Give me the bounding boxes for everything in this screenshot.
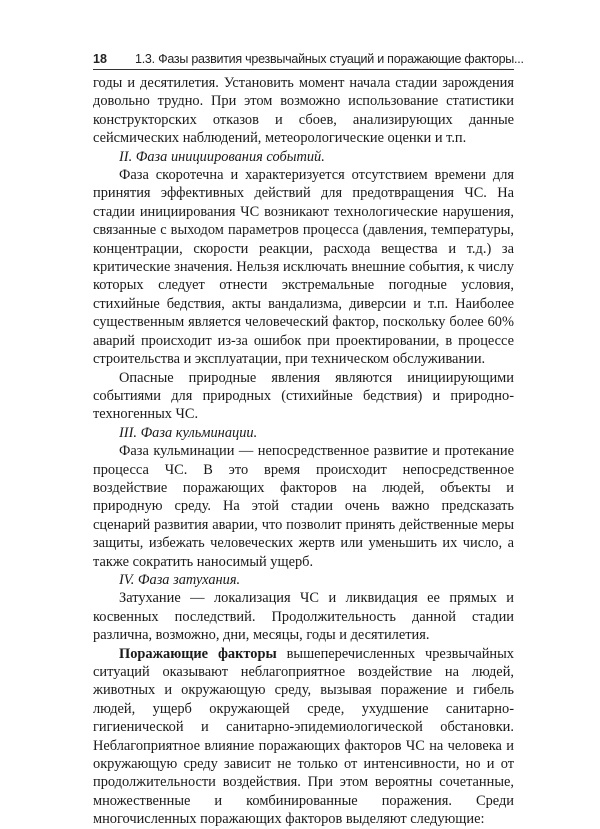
bold-term: Поражающие факторы	[119, 645, 277, 662]
page-number: 18	[93, 52, 107, 66]
section-heading-phase-4: IV. Фаза затухания.	[119, 571, 241, 588]
paragraph-phase-3: Фаза кульминации — непосредственное развитие и протекание процесса ЧС. В это время происходит непосредственное воздействие поражающих факторов на людей, объекты и природную среду. На этой стадии очень важно предсказать сценарий развития аварии, что позволит принять действенные меры защиты, избежать человеческих жертв или уменьшить их число, а также сократить наносимый ущерб.	[93, 443, 514, 570]
paragraph-phase-2: Фаза скоротечна и характеризуется отсутствием времени для принятия эффективных действий для предотвращения ЧС. На стадии инициирования ЧС возникают технологические нарушения, связанные с выходом параметров процесса (давления, температуры, концентрации, скорости реакции, расхода вещества и т.д.) за критические значения. Нельзя исключать внешние события, к числу которых следует отнести экстремальные погодные условия, стихийные бедствия, акты вандализма, диверсии и т.п. Наиболее существенным является человеческий фактор, поскольку более 60% аварий происходит из-за ошибок при проектировании, в процессе строительства и эксплуатации, при техническом обслуживании.	[93, 167, 514, 368]
paragraph-phase-4: Затухание — локализация ЧС и ликвидация ее прямых и косвенных последствий. Продолжительность данной стадии различна, возможно, дни, месяцы, годы и десятилетия.	[93, 590, 514, 644]
header-rule	[93, 69, 514, 70]
paragraph-natural-hazards: Опасные природные явления являются инициирующими событиями для природных (стихийные бедствия) и природно-техногенных ЧС.	[93, 369, 514, 423]
paragraph-damaging-factors	[93, 645, 514, 829]
section-heading-phase-2: II. Фаза инициирования событий.	[119, 148, 325, 165]
running-header	[93, 51, 524, 67]
section-heading-phase-3: III. Фаза кульминации.	[119, 424, 258, 441]
body-text	[93, 74, 514, 829]
paragraph-continuation: годы и десятилетия. Установить момент начала стадии зарождения довольно трудно. При этом возможно использование статистики конструкторских отказов и сбоев, анализирующих данные сейсмических наблюдений, метеорологические оценки и т.п.	[93, 75, 514, 147]
running-title: 1.3. Фазы развития чрезвычайных стуаций и поражающие факторы...	[135, 52, 524, 66]
paragraph-damaging-factors-text: вышеперечисленных чрезвычайных ситуаций оказывают неблагоприятное воздействие на людей, животных и окружающую среду, вызывая поражение и гибель людей, ущерб окружающей среде, ухудшение санитарно-гигиенической и санитарно-эпидемиологической обстановки. Неблагоприятное влияние поражающих факторов ЧС на человека и окружающую среду зависит не только от интенсивности, но и от продолжительности воздействия. При этом вероятны сочетанные, множественные и комбинированные поражения. Среди многочисленных поражающих факторов выделяют следующие:	[93, 645, 514, 828]
